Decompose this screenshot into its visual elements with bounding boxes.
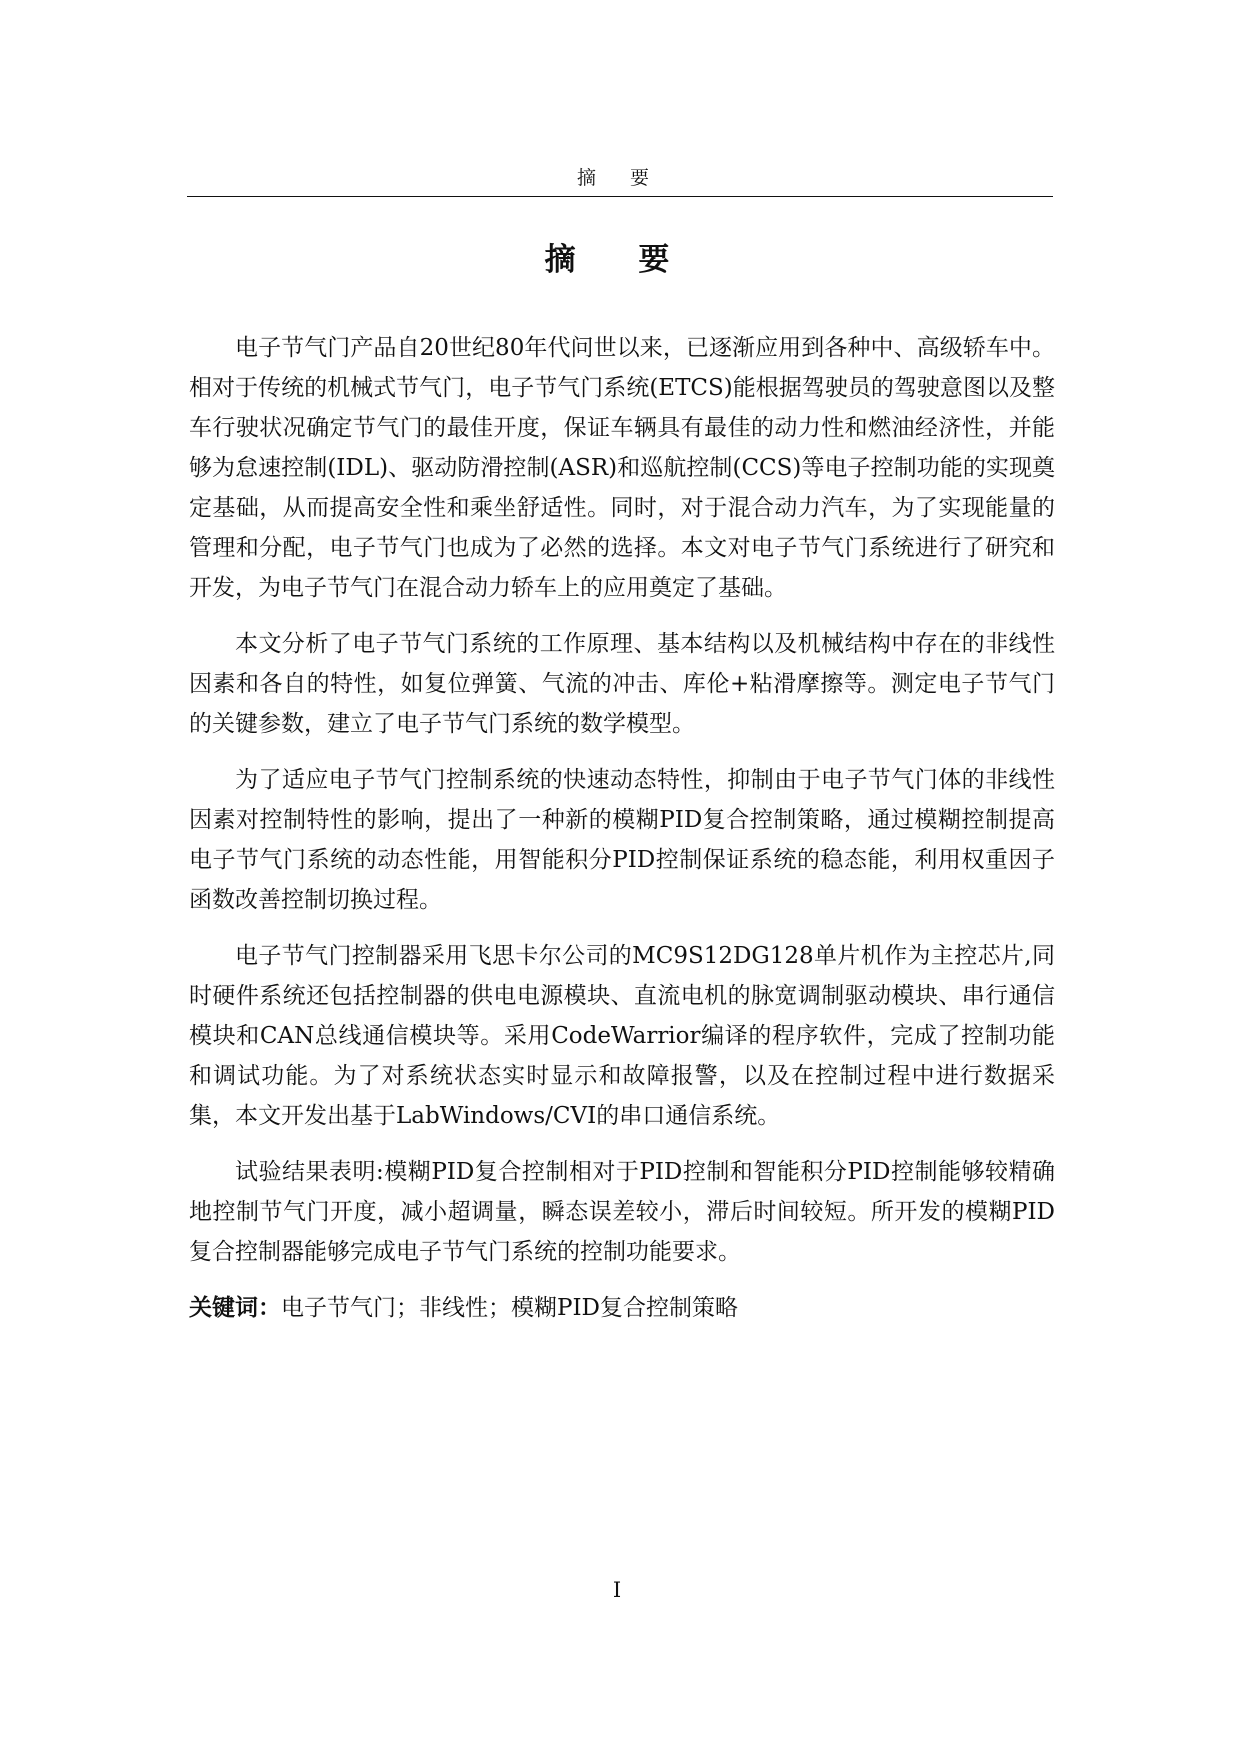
abstract-paragraph-2: 本文分析了电子节气门系统的工作原理、基本结构以及机械结构中存在的非线性因素和各自的特性，如复位弹簧、气流的冲击、库伦+粘滑摩擦等。测定电子节气门的关键参数，建立了电子节气门系统的数学模型。	[189, 631, 1055, 737]
keywords-label: 关键词：	[189, 1295, 281, 1321]
abstract-paragraph-4: 电子节气门控制器采用飞思卡尔公司的MC9S12DG128单片机作为主控芯片,同时硬件系统还包括控制器的供电电源模块、直流电机的脉宽调制驱动模块、串行通信模块和CAN总线通信模块等。采用CodeWarrior编译的程序软件，完成了控制功能和调试功能。为了对系统状态实时显示和故障报警，以及在控制过程中进行数据采集，本文开发出基于LabWindows/CVI的串口通信系统。	[189, 943, 1055, 1129]
abstract-body	[189, 328, 1055, 1328]
page-title: 摘 要	[544, 242, 696, 278]
page-number: I	[612, 1578, 622, 1602]
keywords	[189, 1288, 1055, 1328]
keywords-text: 电子节气门；非线性；模糊PID复合控制策略	[281, 1295, 739, 1321]
abstract-paragraph-1: 电子节气门产品自20世纪80年代问世以来，已逐渐应用到各种中、高级轿车中。相对于传统的机械式节气门，电子节气门系统(ETCS)能根据驾驶员的驾驶意图以及整车行驶状况确定节气门的最佳开度，保证车辆具有最佳的动力性和燃油经济性，并能够为怠速控制(IDL)、驱动防滑控制(ASR)和巡航控制(CCS)等电子控制功能的实现奠定基础，从而提高安全性和乘坐舒适性。同时，对于混合动力汽车，为了实现能量的管理和分配，电子节气门也成为了必然的选择。本文对电子节气门系统进行了研究和开发，为电子节气门在混合动力轿车上的应用奠定了基础。	[189, 335, 1055, 601]
abstract-paragraph-5: 试验结果表明:模糊PID复合控制相对于PID控制和智能积分PID控制能够较精确地控制节气门开度，减小超调量，瞬态误差较小，滞后时间较短。所开发的模糊PID复合控制器能够完成电子节气门系统的控制功能要求。	[189, 1159, 1055, 1265]
abstract-paragraph-3: 为了适应电子节气门控制系统的快速动态特性，抑制由于电子节气门体的非线性因素对控制特性的影响，提出了一种新的模糊PID复合控制策略，通过模糊控制提高电子节气门系统的动态性能，用智能积分PID控制保证系统的稳态能，利用权重因子函数改善控制切换过程。	[189, 767, 1055, 913]
running-header: 摘 要	[576, 167, 664, 189]
header-rule	[187, 196, 1053, 197]
